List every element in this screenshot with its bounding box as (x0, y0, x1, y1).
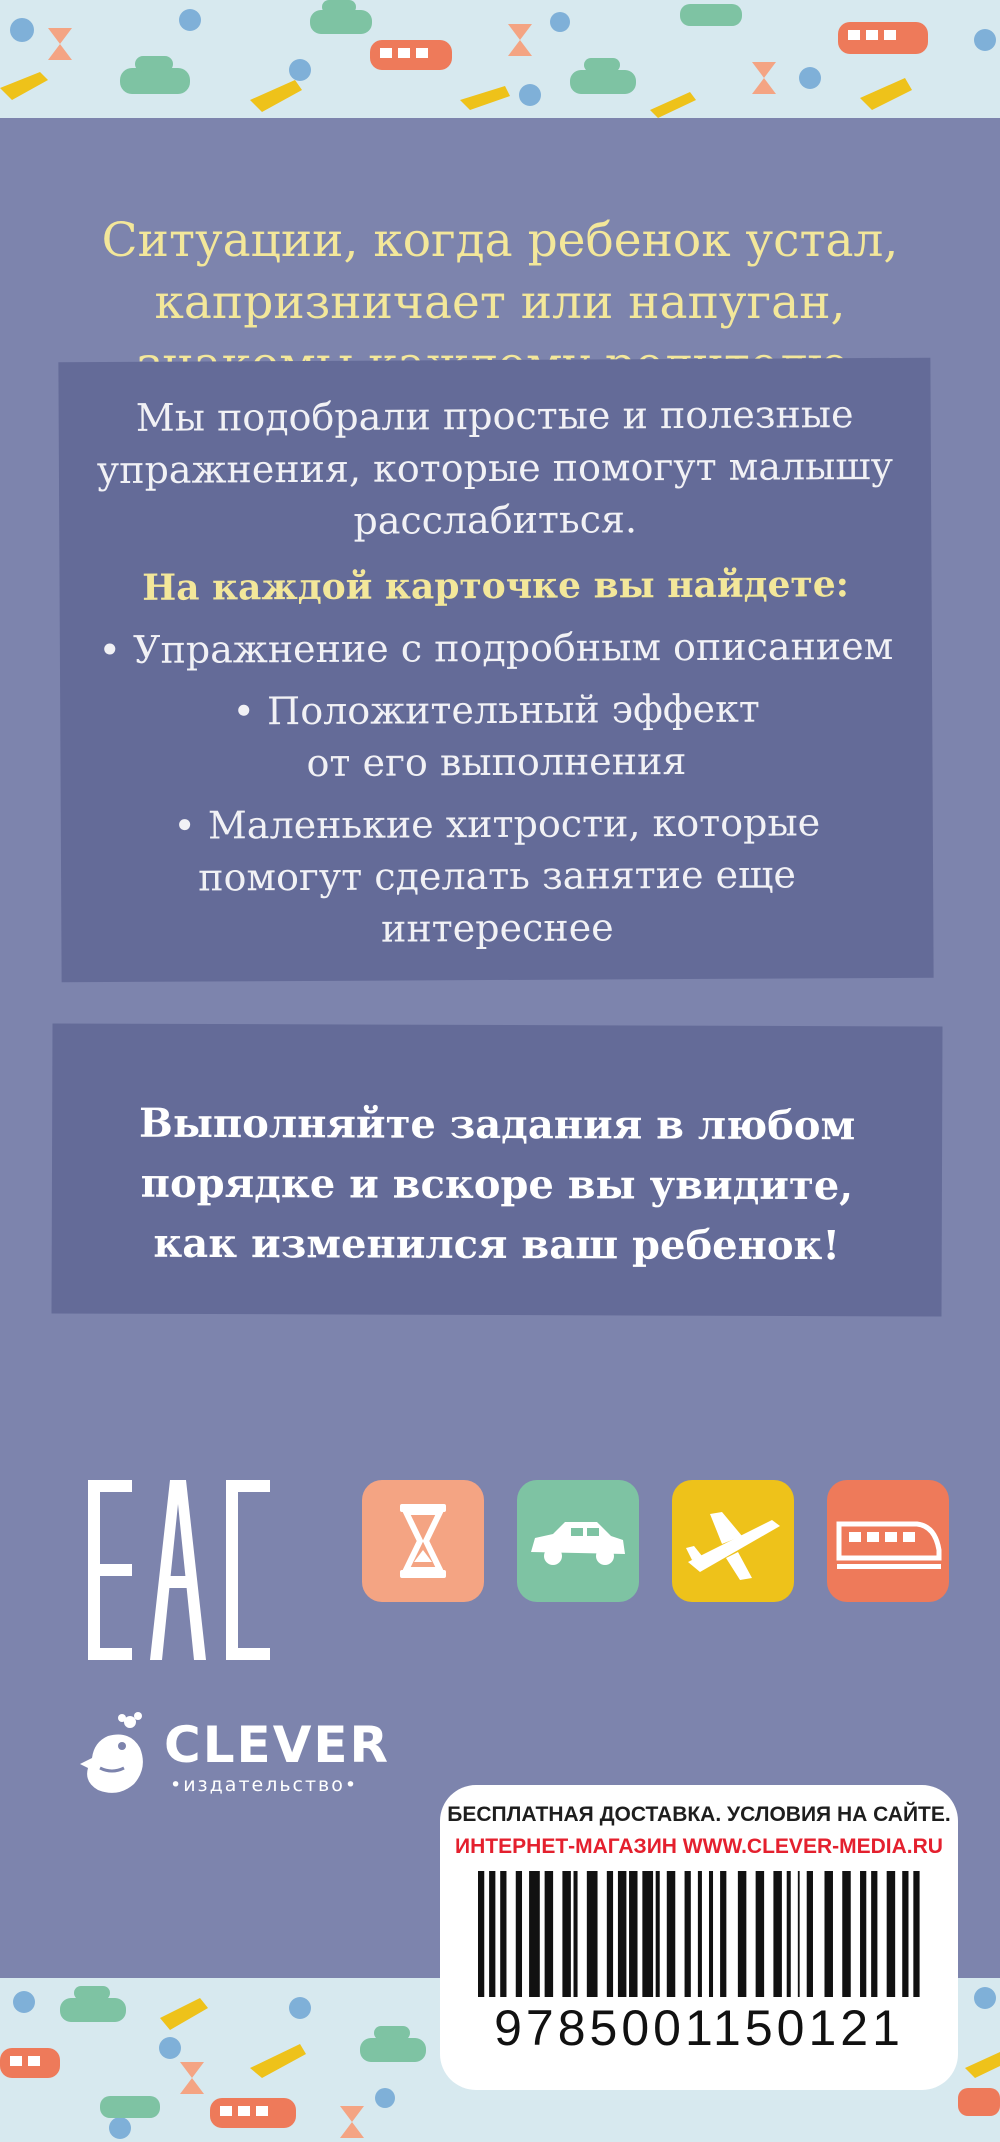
intro-text (59, 388, 932, 549)
hourglass-icon (362, 1480, 484, 1602)
cta-line: порядке и вскоре вы увидите, (140, 1159, 854, 1210)
intro-line: Мы подобрали простые и полезные (135, 392, 854, 440)
eac-logo-icon (88, 1480, 278, 1660)
info-box (58, 358, 933, 983)
feature-list (60, 620, 934, 967)
intro-line: расслабиться. (353, 497, 638, 543)
isbn-number: 9785001150121 (494, 2000, 904, 2056)
eac-mark (88, 1480, 278, 1664)
barcode (478, 1871, 920, 1997)
barcode-sticker (440, 1785, 958, 2090)
feature-line: помогут сделать занятие еще (198, 852, 797, 900)
feature-line: интереснее (380, 905, 614, 951)
bird-icon (78, 1712, 160, 1802)
feature-line: • Маленькие хитрости, которые (173, 800, 821, 848)
top-pattern-band (0, 0, 1000, 118)
toy-pattern (0, 0, 1000, 118)
feature-line: • Положительный эффект (232, 686, 760, 734)
train-icon (827, 1480, 949, 1602)
feature-item (61, 796, 934, 957)
cta-text (52, 1093, 943, 1276)
feature-item (60, 682, 933, 791)
info-subheading: На каждой карточке вы найдете: (142, 563, 850, 609)
feature-line: • Упражнение с подробным описанием (98, 623, 894, 673)
headline-line: Ситуации, когда ребенок устал, (101, 213, 899, 268)
intro-line: упражнения, которые помогут малышу (96, 443, 894, 493)
publisher-subtitle: •издательство• (170, 1774, 359, 1796)
publisher-logo (78, 1712, 418, 1802)
feature-item (60, 620, 932, 677)
shop-url: ИНТЕРНЕТ-МАГАЗИН WWW.CLEVER-MEDIA.RU (455, 1835, 943, 1858)
delivery-notice: БЕСПЛАТНАЯ ДОСТАВКА. УСЛОВИЯ НА САЙТЕ. (447, 1803, 951, 1826)
cta-box (51, 1023, 942, 1316)
feature-line: от его выполнения (306, 739, 687, 785)
headline-line: капризничает или напуган, (154, 275, 846, 330)
publisher-name: CLEVER (164, 1716, 391, 1774)
cta-line: Выполняйте задания в любом (138, 1099, 856, 1150)
airplane-icon (672, 1480, 794, 1602)
cta-line: как изменился ваш ребенок! (153, 1219, 841, 1270)
car-icon (517, 1480, 639, 1602)
